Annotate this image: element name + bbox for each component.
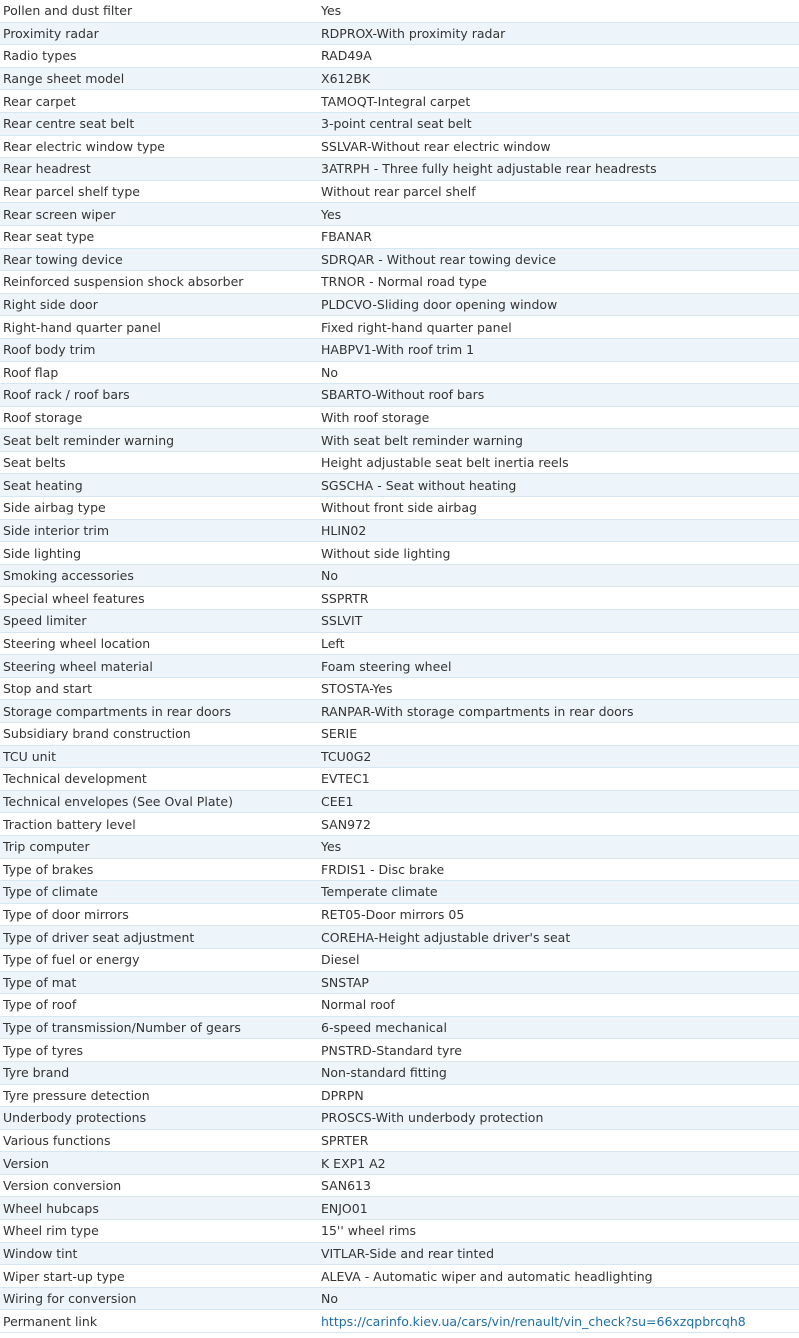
spec-value: DPRPN — [318, 1084, 799, 1107]
table-row — [0, 271, 799, 294]
table-row — [0, 180, 799, 203]
spec-name: Window tint — [0, 1242, 318, 1265]
spec-value: Normal roof — [318, 994, 799, 1017]
spec-value: SSPRTR — [318, 587, 799, 610]
spec-name: Type of transmission/Number of gears — [0, 1016, 318, 1039]
table-row — [0, 1287, 799, 1310]
spec-value: RAD49A — [318, 45, 799, 68]
spec-value: CEE1 — [318, 790, 799, 813]
spec-name: Wiring for conversion — [0, 1287, 318, 1310]
spec-value: PROSCS-With underbody protection — [318, 1107, 799, 1130]
spec-value: Height adjustable seat belt inertia reels — [318, 451, 799, 474]
spec-name: Roof body trim — [0, 338, 318, 361]
spec-value: Temperate climate — [318, 881, 799, 904]
spec-value: SSLVAR-Without rear electric window — [318, 135, 799, 158]
table-row — [0, 1061, 799, 1084]
spec-value: Yes — [318, 835, 799, 858]
spec-name: Wiper start-up type — [0, 1265, 318, 1288]
permanent-link-cell — [318, 1310, 799, 1333]
spec-value: With seat belt reminder warning — [318, 429, 799, 452]
table-row — [0, 497, 799, 520]
spec-name: Type of climate — [0, 881, 318, 904]
spec-value: Foam steering wheel — [318, 655, 799, 678]
spec-name: Rear carpet — [0, 90, 318, 113]
table-row — [0, 1016, 799, 1039]
spec-value: Left — [318, 632, 799, 655]
table-row — [0, 1084, 799, 1107]
spec-value: RET05-Door mirrors 05 — [318, 903, 799, 926]
spec-value: VITLAR-Side and rear tinted — [318, 1242, 799, 1265]
table-row — [0, 361, 799, 384]
table-row — [0, 790, 799, 813]
table-row — [0, 67, 799, 90]
table-row — [0, 429, 799, 452]
spec-name: Proximity radar — [0, 22, 318, 45]
spec-value: SSLVIT — [318, 610, 799, 633]
table-row — [0, 0, 799, 22]
spec-value: SGSCHA - Seat without heating — [318, 474, 799, 497]
spec-value: 6-speed mechanical — [318, 1016, 799, 1039]
spec-value: FRDIS1 - Disc brake — [318, 858, 799, 881]
spec-value: SBARTO-Without roof bars — [318, 384, 799, 407]
spec-name: Type of roof — [0, 994, 318, 1017]
spec-name: Rear centre seat belt — [0, 112, 318, 135]
spec-name: Technical development — [0, 768, 318, 791]
table-row — [0, 22, 799, 45]
spec-value: RDPROX-With proximity radar — [318, 22, 799, 45]
spec-value: 3ATRPH - Three fully height adjustable rear headrests — [318, 158, 799, 181]
spec-name: Radio types — [0, 45, 318, 68]
spec-value: FBANAR — [318, 225, 799, 248]
spec-value: RANPAR-With storage compartments in rear doors — [318, 700, 799, 723]
table-row — [0, 768, 799, 791]
spec-value: STOSTA-Yes — [318, 677, 799, 700]
table-row — [0, 90, 799, 113]
spec-name: Wheel rim type — [0, 1220, 318, 1243]
permanent-link-row — [0, 1310, 799, 1333]
spec-name: Steering wheel location — [0, 632, 318, 655]
table-row — [0, 542, 799, 565]
table-row — [0, 994, 799, 1017]
table-row — [0, 926, 799, 949]
spec-name: Rear electric window type — [0, 135, 318, 158]
spec-value: ALEVA - Automatic wiper and automatic headlighting — [318, 1265, 799, 1288]
table-row — [0, 384, 799, 407]
spec-name: Subsidiary brand construction — [0, 723, 318, 746]
spec-name: Steering wheel material — [0, 655, 318, 678]
spec-value: SDRQAR - Without rear towing device — [318, 248, 799, 271]
spec-value: PNSTRD-Standard tyre — [318, 1039, 799, 1062]
table-row — [0, 451, 799, 474]
table-row — [0, 1265, 799, 1288]
spec-name: TCU unit — [0, 745, 318, 768]
spec-name: Underbody protections — [0, 1107, 318, 1130]
spec-value: Diesel — [318, 948, 799, 971]
spec-name: Range sheet model — [0, 67, 318, 90]
table-row — [0, 225, 799, 248]
spec-name: Traction battery level — [0, 813, 318, 836]
spec-name: Type of driver seat adjustment — [0, 926, 318, 949]
spec-value: PLDCVO-Sliding door opening window — [318, 293, 799, 316]
spec-name: Rear screen wiper — [0, 203, 318, 226]
table-row — [0, 1039, 799, 1062]
table-row — [0, 519, 799, 542]
spec-value: HLIN02 — [318, 519, 799, 542]
spec-name: Roof rack / roof bars — [0, 384, 318, 407]
table-row — [0, 971, 799, 994]
spec-value: TCU0G2 — [318, 745, 799, 768]
table-row — [0, 632, 799, 655]
table-row — [0, 858, 799, 881]
table-row — [0, 135, 799, 158]
spec-name: Rear parcel shelf type — [0, 180, 318, 203]
spec-name: Type of mat — [0, 971, 318, 994]
spec-name: Rear towing device — [0, 248, 318, 271]
spec-value: TRNOR - Normal road type — [318, 271, 799, 294]
spec-name: Pollen and dust filter — [0, 0, 318, 22]
spec-value: ENJO01 — [318, 1197, 799, 1220]
spec-value: SPRTER — [318, 1129, 799, 1152]
table-row — [0, 474, 799, 497]
spec-value: Without front side airbag — [318, 497, 799, 520]
table-row — [0, 1174, 799, 1197]
table-row — [0, 610, 799, 633]
spec-name: Side airbag type — [0, 497, 318, 520]
spec-name: Tyre brand — [0, 1061, 318, 1084]
spec-name: Trip computer — [0, 835, 318, 858]
spec-value: With roof storage — [318, 406, 799, 429]
table-row — [0, 248, 799, 271]
spec-name: Rear headrest — [0, 158, 318, 181]
table-row — [0, 813, 799, 836]
spec-value: SAN613 — [318, 1174, 799, 1197]
spec-value: 3-point central seat belt — [318, 112, 799, 135]
spec-value: Yes — [318, 0, 799, 22]
spec-name: Seat belt reminder warning — [0, 429, 318, 452]
table-row — [0, 1129, 799, 1152]
table-row — [0, 1107, 799, 1130]
permanent-link-label: Permanent link — [0, 1310, 318, 1333]
table-row — [0, 316, 799, 339]
table-row — [0, 835, 799, 858]
spec-name: Type of brakes — [0, 858, 318, 881]
spec-name: Various functions — [0, 1129, 318, 1152]
spec-value: No — [318, 361, 799, 384]
spec-name: Type of fuel or energy — [0, 948, 318, 971]
table-row — [0, 903, 799, 926]
spec-name: Special wheel features — [0, 587, 318, 610]
spec-value: SNSTAP — [318, 971, 799, 994]
spec-value: SAN972 — [318, 813, 799, 836]
table-row — [0, 881, 799, 904]
table-row — [0, 1220, 799, 1243]
table-row — [0, 1242, 799, 1265]
spec-name: Version conversion — [0, 1174, 318, 1197]
table-row — [0, 158, 799, 181]
spec-name: Storage compartments in rear doors — [0, 700, 318, 723]
table-row — [0, 700, 799, 723]
spec-value: Fixed right-hand quarter panel — [318, 316, 799, 339]
permanent-link[interactable]: https://carinfo.kiev.ua/cars/vin/renault/vin_check?su=66xzqpbrcqh8 — [321, 1313, 746, 1329]
spec-name: Type of tyres — [0, 1039, 318, 1062]
spec-name: Rear seat type — [0, 225, 318, 248]
spec-name: Side lighting — [0, 542, 318, 565]
spec-value: Yes — [318, 203, 799, 226]
table-row — [0, 745, 799, 768]
spec-name: Type of door mirrors — [0, 903, 318, 926]
table-row — [0, 45, 799, 68]
spec-name: Smoking accessories — [0, 564, 318, 587]
table-row — [0, 203, 799, 226]
table-row — [0, 677, 799, 700]
table-row — [0, 723, 799, 746]
spec-name: Roof flap — [0, 361, 318, 384]
table-row — [0, 406, 799, 429]
spec-value: Without side lighting — [318, 542, 799, 565]
spec-name: Version — [0, 1152, 318, 1175]
spec-name: Tyre pressure detection — [0, 1084, 318, 1107]
spec-name: Reinforced suspension shock absorber — [0, 271, 318, 294]
spec-value: K EXP1 A2 — [318, 1152, 799, 1175]
table-row — [0, 112, 799, 135]
spec-value: EVTEC1 — [318, 768, 799, 791]
spec-value: TAMOQT-Integral carpet — [318, 90, 799, 113]
table-row — [0, 564, 799, 587]
spec-name: Wheel hubcaps — [0, 1197, 318, 1220]
spec-value: X612BK — [318, 67, 799, 90]
table-row — [0, 948, 799, 971]
spec-value: Non-standard fitting — [318, 1061, 799, 1084]
spec-name: Technical envelopes (See Oval Plate) — [0, 790, 318, 813]
table-row — [0, 587, 799, 610]
spec-value: SERIE — [318, 723, 799, 746]
table-row — [0, 338, 799, 361]
spec-name: Right-hand quarter panel — [0, 316, 318, 339]
spec-name: Seat heating — [0, 474, 318, 497]
spec-name: Stop and start — [0, 677, 318, 700]
spec-value: Without rear parcel shelf — [318, 180, 799, 203]
spec-value: COREHA-Height adjustable driver's seat — [318, 926, 799, 949]
spec-name: Seat belts — [0, 451, 318, 474]
spec-name: Right side door — [0, 293, 318, 316]
spec-name: Side interior trim — [0, 519, 318, 542]
spec-value: No — [318, 1287, 799, 1310]
table-row — [0, 293, 799, 316]
table-row — [0, 1197, 799, 1220]
table-row — [0, 655, 799, 678]
spec-value: No — [318, 564, 799, 587]
table-row — [0, 1152, 799, 1175]
spec-name: Speed limiter — [0, 610, 318, 633]
spec-name: Roof storage — [0, 406, 318, 429]
spec-value: 15'' wheel rims — [318, 1220, 799, 1243]
spec-value: HABPV1-With roof trim 1 — [318, 338, 799, 361]
